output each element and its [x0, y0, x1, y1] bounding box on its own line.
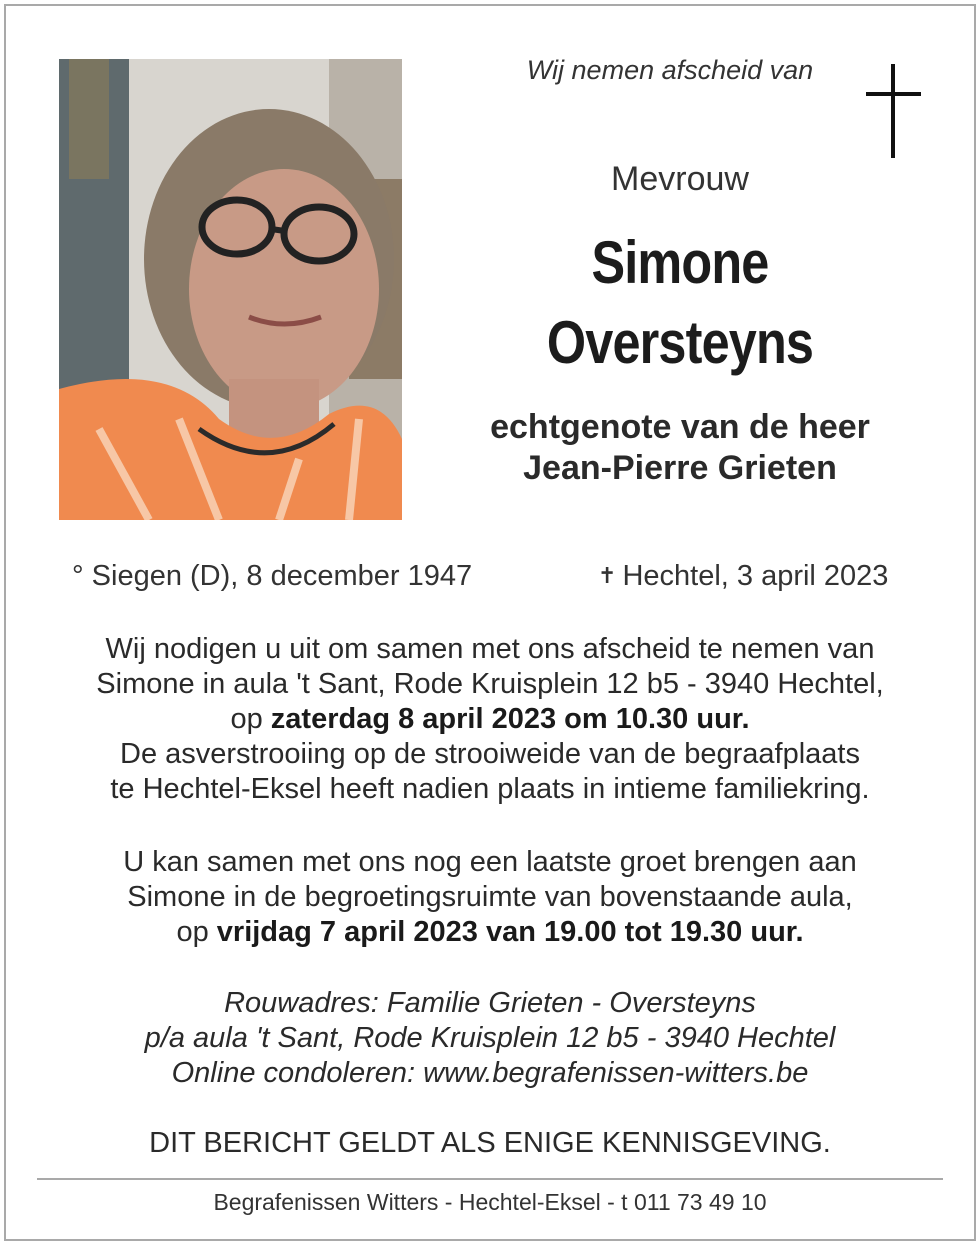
notice-text: DIT BERICHT GELDT ALS ENIGE KENNISGEVING.: [149, 1127, 831, 1159]
spouse-line-1: echtgenote van de heer: [490, 408, 870, 446]
visitation-line: Simone in de begroetingsruimte van bovenstaande aula,: [127, 881, 853, 913]
visitation-paragraph: [40, 845, 940, 950]
visitation-line: U kan samen met ons nog een laatste groet brengen aan: [123, 846, 857, 878]
footer-text: Begrafenissen Witters - Hechtel-Eksel - t 011 73 49 10: [213, 1189, 767, 1215]
birth-date: ° Siegen (D), 8 december 1947: [72, 560, 473, 592]
footer-divider: [37, 1178, 943, 1180]
spouse-line-2: Jean-Pierre Grieten: [523, 449, 837, 487]
ceremony-line: op zaterdag 8 april 2023 om 10.30 uur.: [230, 703, 750, 735]
postal-address: p/a aula 't Sant, Rode Kruisplein 12 b5 - 3940 Hechtel: [144, 1022, 836, 1054]
ceremony-line: Simone in aula 't Sant, Rode Kruisplein 12 b5 - 3940 Hechtel,: [96, 668, 884, 700]
deceased-last-name: Oversteyns: [546, 309, 814, 376]
dagger-icon: ✝: [598, 563, 617, 588]
intro-text: Wij nemen afscheid van: [526, 55, 814, 85]
death-date: [598, 560, 888, 593]
portrait-photo: [59, 59, 402, 520]
spouse-info: [420, 407, 940, 489]
death-date-text: Hechtel, 3 april 2023: [622, 560, 889, 592]
ceremony-line: Wij nodigen u uit om samen met ons afscheid te nemen van: [105, 633, 875, 665]
visitation-datetime: vrijdag 7 april 2023 van 19.00 tot 19.30 uur.: [216, 916, 804, 948]
ceremony-datetime: zaterdag 8 april 2023 om 10.30 uur.: [270, 703, 750, 735]
mourning-address: Rouwadres: Familie Grieten - Oversteyns: [224, 987, 756, 1019]
contact-paragraph: [40, 986, 940, 1091]
ceremony-line: De asverstrooiing op de strooiweide van de begraafplaats: [120, 738, 860, 770]
honorific: Mevrouw: [611, 160, 749, 198]
ceremony-line: te Hechtel-Eksel heeft nadien plaats in intieme familiekring.: [110, 773, 870, 805]
condolence-link[interactable]: Online condoleren: www.begrafenissen-witters.be: [171, 1057, 809, 1089]
visitation-line: op vrijdag 7 april 2023 van 19.00 tot 19.30 uur.: [176, 916, 804, 948]
deceased-first-name: Simone: [591, 229, 769, 296]
ceremony-paragraph: [40, 632, 940, 807]
